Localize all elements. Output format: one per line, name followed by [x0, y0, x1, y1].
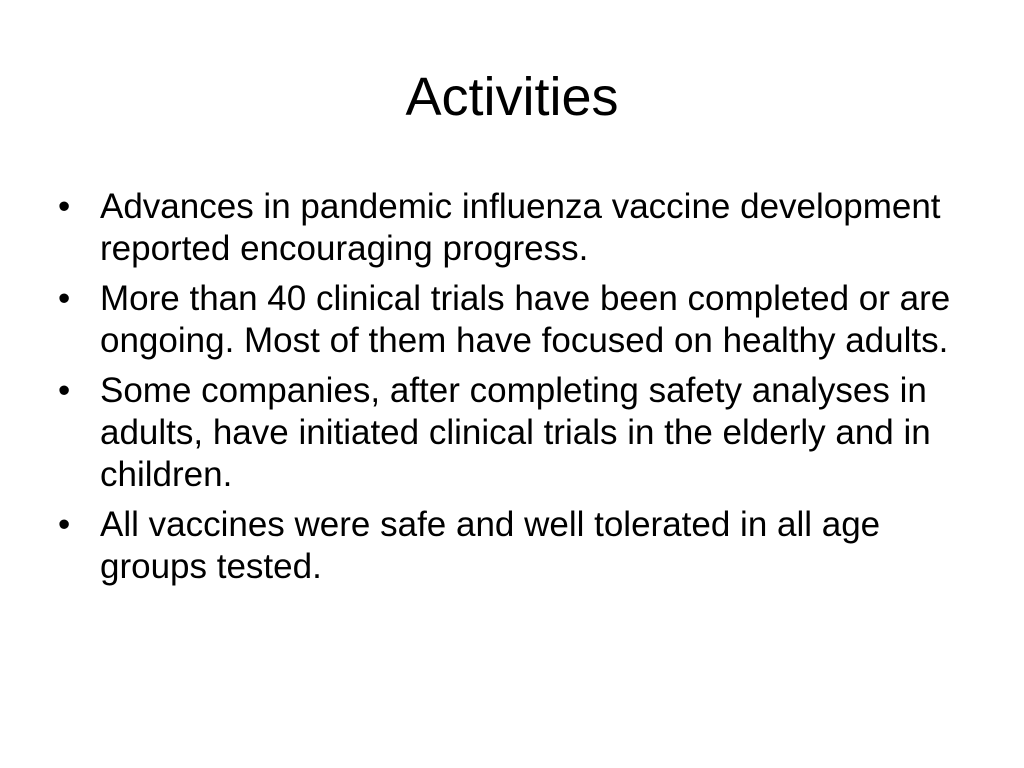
bullet-item	[58, 504, 978, 588]
bullet-item	[58, 186, 978, 270]
bullet-item	[58, 370, 978, 496]
bullet-list	[58, 186, 978, 596]
slide-title: Activities	[405, 67, 619, 127]
bullet-marker: •	[58, 279, 71, 318]
bullet-marker: •	[58, 371, 71, 410]
bullet-marker: •	[58, 505, 71, 544]
bullet-item	[58, 278, 978, 362]
bullet-text: Some companies, after completing safety analyses in adults, have initiated clinical trials in the elderly and in children.	[100, 371, 931, 494]
bullet-text: All vaccines were safe and well tolerated in all age groups tested.	[100, 505, 881, 586]
bullet-text: More than 40 clinical trials have been completed or are ongoing. Most of them have focused on healthy adults.	[100, 279, 951, 360]
bullet-text: Advances in pandemic influenza vaccine development reported encouraging progress.	[100, 187, 941, 268]
bullet-marker: •	[58, 187, 71, 226]
